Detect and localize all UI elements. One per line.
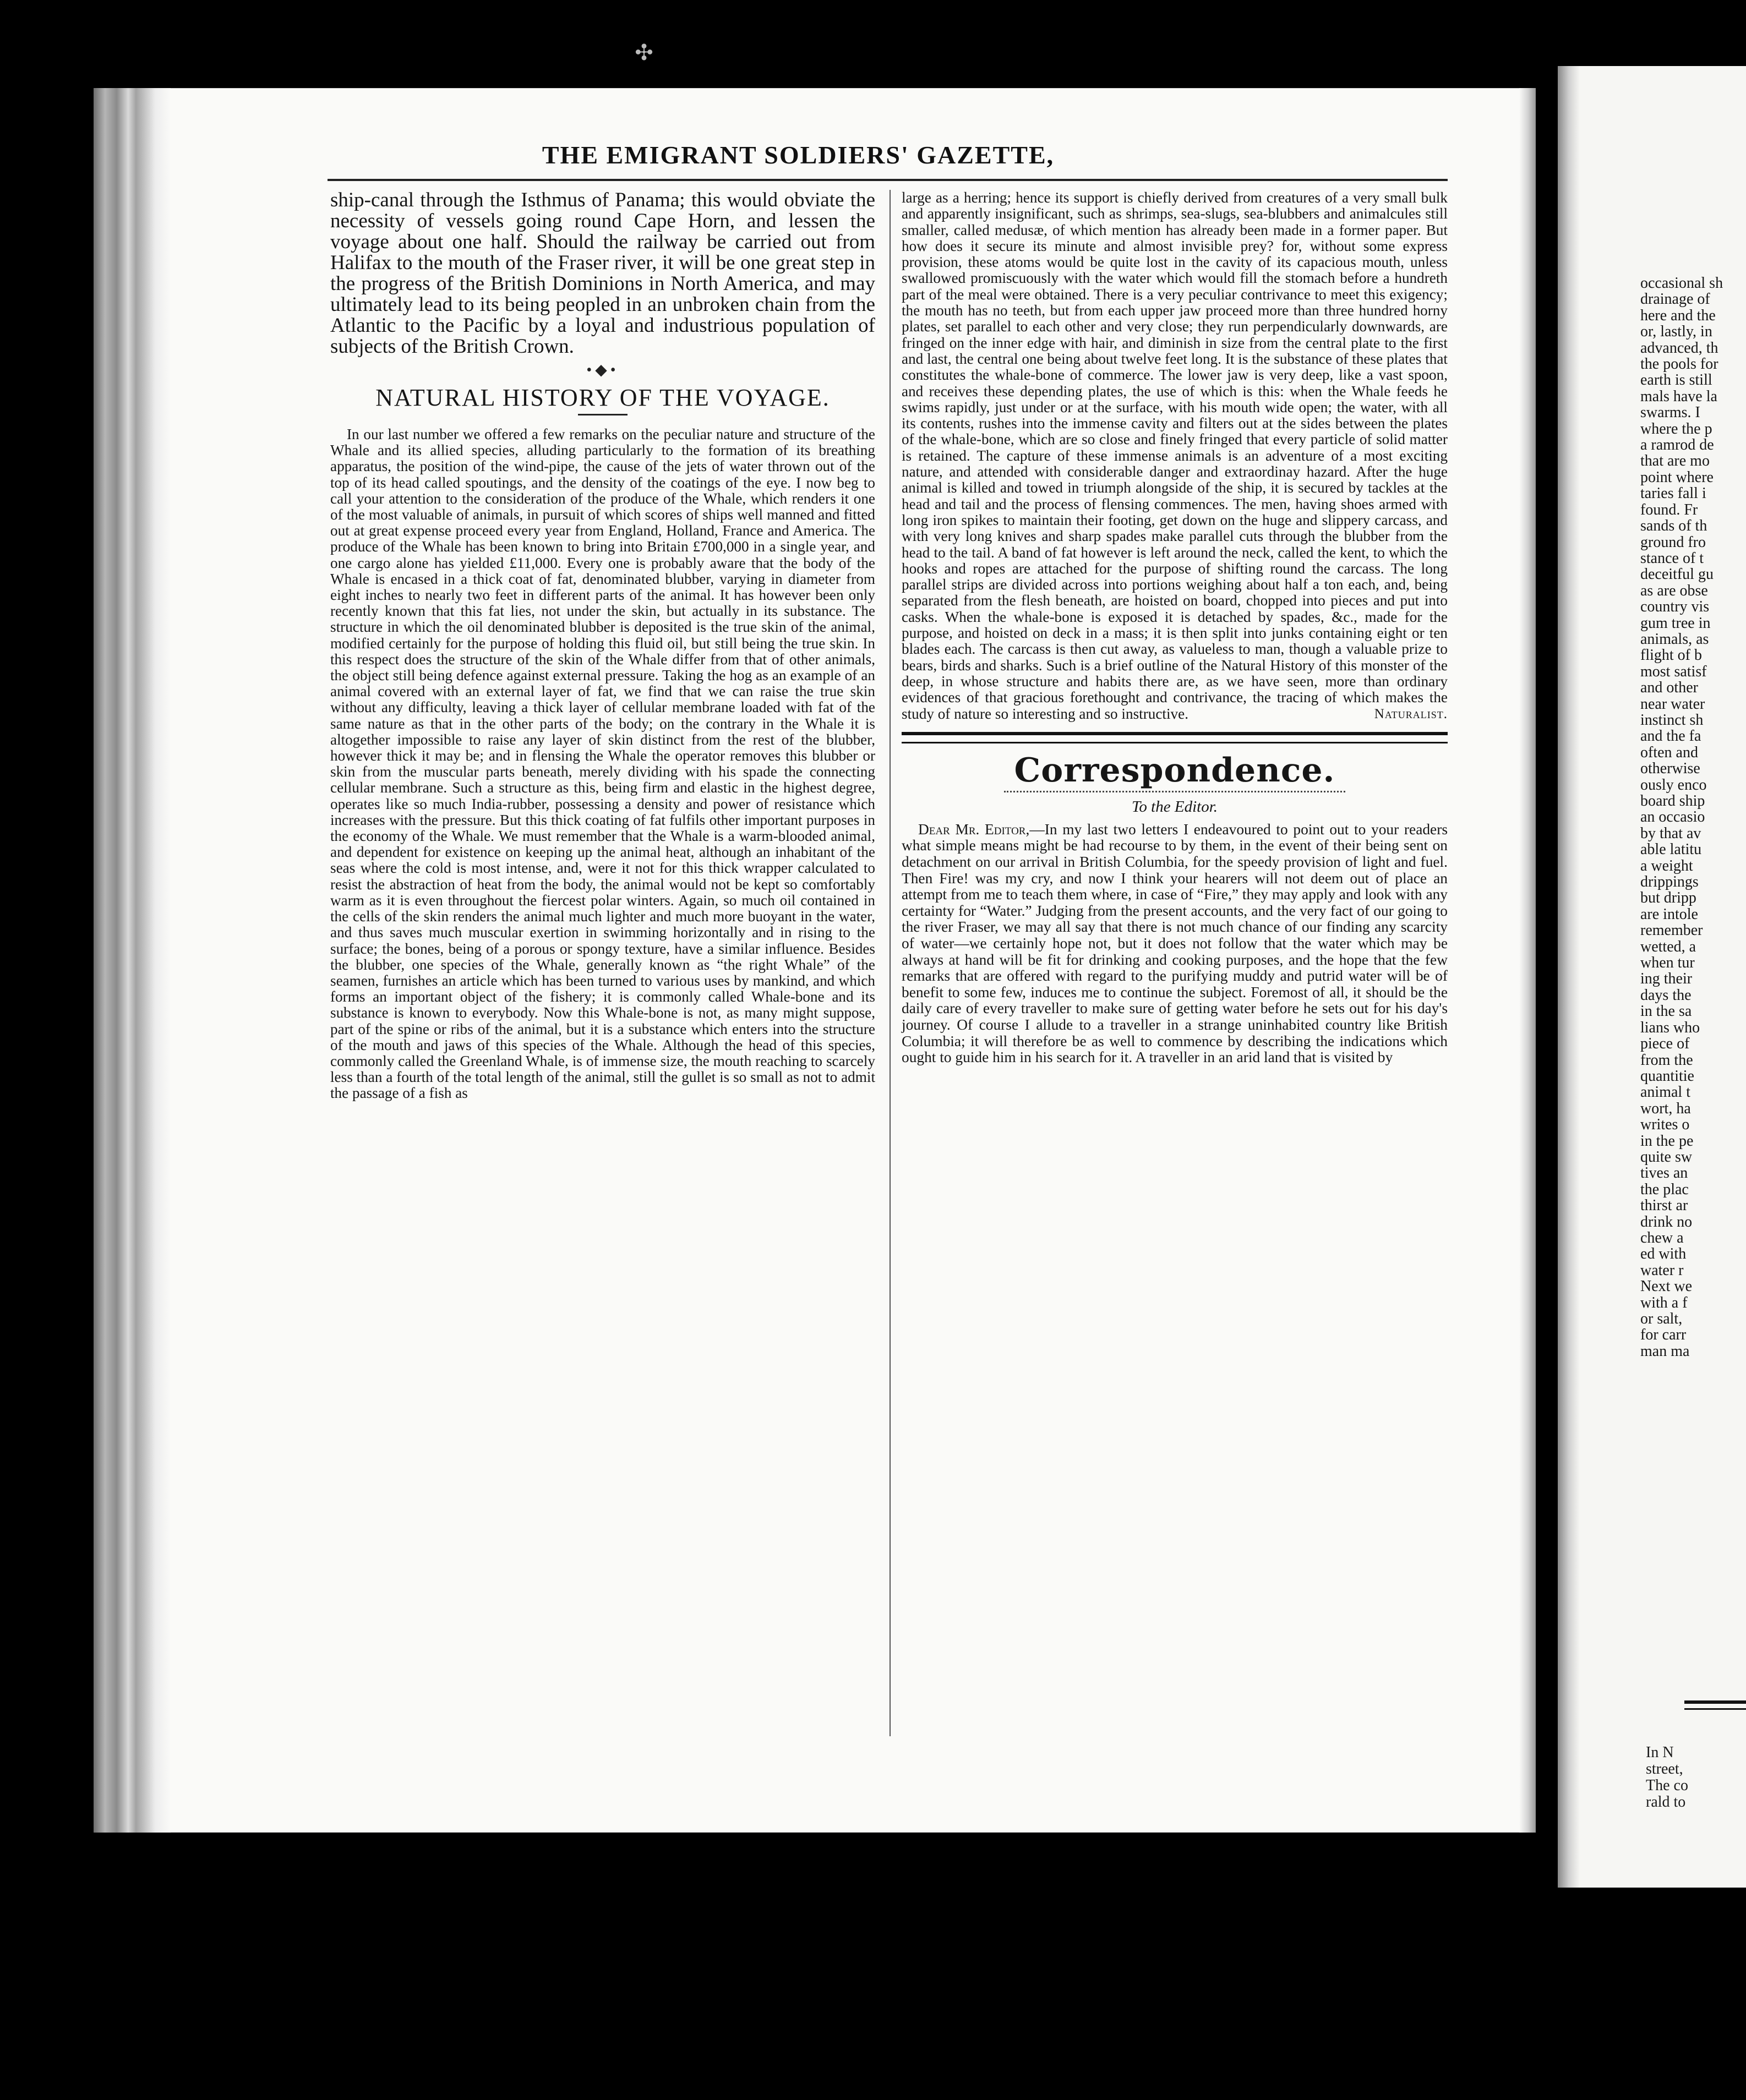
adjacent-line: remember (1640, 922, 1703, 939)
adjacent-line: piece of (1640, 1035, 1690, 1053)
adjacent-line: an occasio (1640, 808, 1705, 826)
adjacent-line: often and (1640, 743, 1698, 761)
adjacent-line: that are mo (1640, 452, 1710, 470)
adjacent-line: in the pe (1640, 1132, 1694, 1150)
margin-mark: ✣ (635, 40, 653, 65)
adjacent-line: street, (1646, 1760, 1683, 1778)
adjacent-line: quite sw (1640, 1148, 1693, 1166)
adjacent-line: wort, ha (1640, 1100, 1691, 1117)
adjacent-line: and other (1640, 679, 1698, 697)
adjacent-line: and the fa (1640, 728, 1701, 745)
adjacent-line: mals have la (1640, 387, 1717, 405)
letter-salutation: Dear Mr. Editor, (918, 821, 1030, 838)
adjacent-line: from the (1640, 1051, 1693, 1069)
adjacent-line: quantitie (1640, 1067, 1694, 1085)
adjacent-page-rule (1684, 1700, 1746, 1710)
adjacent-line: are intole (1640, 905, 1698, 923)
adjacent-line: swarms. I (1640, 404, 1700, 422)
natural-history-continued: large as a herring; hence its support is chiefly derived from creatures of a very small bulk and apparently insignificant, such as shrimps, sea-slugs, sea-blubbers and animalcules still smaller, called medusæ, of which mention has already been made in a former paper. But how does it secure its minute and almost invisible prey? for, without some express provision, these atoms would be quite lost in the cavity of its capacious mouth, unless swallowed promiscuously with the water which would fill the stomach before a hundreth part of the meal were obtained. There is a very peculiar contrivance to meet this exigency; the mouth has no teeth, but from each upper jaw proceed more than three hundred horny plates, set parallel to each other and very close; they run perpendicularly downwards, are fringed on the inner edge with hair, and diminish in size from the central plate to the first and last, the central one being about twelve feet long. It is the substance of these plates that constitutes the whale-bone of commerce. The lower jaw is very deep, like a vast spoon, and receives these depending plates, the use of which is this: when the Whale feeds he swims rapidly, just under or at the surface, with his mouth wide open; the water, with all its contents, rushes into the immense cavity and filters out at the sides between the plates of the whale-bone, which are so close and finely fringed that every particle of solid matter is retained. The capture of these immense animals is an adventure of a most exciting nature, and attended with considerable danger and extraordinay hazard. After the huge animal is killed and towed in triumph alongside of the ship, it is secured by tackles at the head and tail and the process of flensing commences. The men, having shoes armed with long iron spikes to maintain their footing, get down on the huge and slippery carcass, and with very long knives and sharp spades make parallel cuts through the blubber from the head to the tail. A band of fat however is left around the neck, called the kent, to which the hooks and ropes are attached for the purpose of shifting round the carcass. The long parallel strips are divided across into portions weighing about half a ton each, and, being separated from the flesh beneath, are hoisted on board, chopped into pieces and put into casks. When the whale-bone is exposed it is detached by spades, &c., made for the purpose, and hoisted on deck in a mass; it is then split into junks containing eight or ten blades each. The carcass is then cut away, as valueless to man, though a valuable prize to bears, birds and sharks. Such is a brief outline of the Natural History of this monster of the deep, in whose structure and habits there are, as we have seen, more than ordinary evidences of that gracious forethought and contrivance, the tracing of which makes the study of nature so interesting and so instructive. (902, 189, 1448, 722)
correspondence-title: Correspondence. (1014, 751, 1335, 790)
section-ornament: •◆• (586, 362, 619, 379)
adjacent-line: board ship (1640, 792, 1705, 810)
adjacent-line: when tur (1640, 954, 1695, 972)
article-signature: Naturalist. (1374, 706, 1448, 721)
adjacent-line: the pools for (1640, 356, 1718, 373)
adjacent-line: flight of b (1640, 647, 1702, 664)
adjacent-line: by that av (1640, 824, 1701, 842)
adjacent-line: or, lastly, in (1640, 323, 1712, 341)
page-binding-edge (94, 88, 171, 1833)
letter-body (902, 822, 1448, 1066)
section-title: NATURAL HISTORY OF THE VOYAGE. (375, 384, 830, 411)
adjacent-line: point where (1640, 468, 1714, 486)
adjacent-line: drippings (1640, 873, 1699, 891)
adjacent-line: rald to (1646, 1793, 1686, 1811)
masthead: THE EMIGRANT SOLDIERS' GAZETTE, (542, 141, 1055, 169)
adjacent-line: where the p (1640, 420, 1712, 438)
masthead-rule (328, 179, 1448, 181)
adjacent-line: ed with (1640, 1245, 1687, 1263)
adjacent-line: gum tree in (1640, 614, 1711, 632)
adjacent-line: deceitful gu (1640, 566, 1714, 583)
adjacent-line: advanced, th (1640, 339, 1718, 357)
adjacent-line: water r (1640, 1261, 1684, 1279)
column-divider (890, 190, 891, 1736)
adjacent-line: as are obse (1640, 582, 1708, 599)
adjacent-line: otherwise (1640, 760, 1700, 778)
adjacent-line: tives an (1640, 1164, 1688, 1182)
adjacent-line: for carr (1640, 1326, 1687, 1344)
adjacent-line: days the (1640, 986, 1692, 1004)
canal-article-ending: ship-canal through the Isthmus of Panama; this would obviate the necessity of vessels going round Cape Horn, and lessen the voyage about one half. Should the railway be carried out from Halifax to the mouth of the Fraser river, it will be one great step in the progress of the British Dominions in North America, and may ultimately lead to its being peopled in an unbroken chain from the Atlantic to the Pacific by a loyal and industrious population of subjects of the British Crown. (330, 189, 875, 358)
adjacent-line: Next we (1640, 1278, 1693, 1295)
adjacent-line: ously enco (1640, 776, 1707, 794)
adjacent-line: stance of t (1640, 549, 1704, 567)
adjacent-line: In N (1646, 1744, 1674, 1761)
adjacent-line: a weight (1640, 857, 1693, 874)
adjacent-line: instinct sh (1640, 711, 1704, 729)
letter-text: —In my last two letters I endeavoured to point out to your readers what simple means might be had recourse to by them, in the event of their being sent on detachment on our arrival in British Columbia, for the speedy provision of light and fuel. Then Fire! was my cry, and now I think your hearers will not deem out of place an attempt from me to teach them where, in case of “Fire,” they may apply and look with any certainty for “Water.” Judging from the present accounts, and the very fact of our going to the river Fraser, we may all say that there is not much chance of our finding any scarcity of water—we certainly hope not, but it does not follow that the water which may be always at hand will be fit for drinking and cooking purposes, and the hope that the few remarks that are offered with regard to the purifying muddy and putrid water will be of benefit to some few, induces me to continue the subject. Foremost of all, it should be the daily care of every traveller to make sure of getting water before he sets out for his day's journey. Of course I allude to a traveller in a strange uninhabited country like British Columbia; it will therefore be as well to commence by describing the indications which ought to guide him in his search for it. A traveller in an arid land that is visited by (902, 821, 1448, 1066)
adjacent-line: animals, as (1640, 630, 1709, 648)
column-left (330, 190, 875, 1102)
adjacent-line: ground fro (1640, 533, 1706, 551)
adjacent-line: thirst ar (1640, 1197, 1688, 1215)
adjacent-line: sands of th (1640, 517, 1707, 535)
adjacent-line: with a f (1640, 1294, 1688, 1311)
adjacent-line: earth is still (1640, 371, 1712, 389)
adjacent-line: drink no (1640, 1213, 1693, 1231)
adjacent-line: man ma (1640, 1342, 1690, 1360)
adjacent-line: wetted, a (1640, 938, 1696, 955)
adjacent-line: drainage of (1640, 291, 1710, 308)
adjacent-line: near water (1640, 695, 1705, 713)
adjacent-line: country vis (1640, 598, 1710, 616)
adjacent-line: in the sa (1640, 1003, 1692, 1020)
adjacent-line: The co (1646, 1777, 1688, 1794)
adjacent-line: the plac (1640, 1180, 1689, 1198)
adjacent-line: ing their (1640, 970, 1693, 988)
dotted-rule (1004, 791, 1345, 792)
title-rule (578, 414, 628, 415)
page-right-edge (1519, 88, 1536, 1833)
column-right (902, 190, 1448, 1066)
adjacent-page-column (1640, 275, 1746, 1359)
adjacent-line: chew a (1640, 1229, 1684, 1246)
adjacent-line: taries fall i (1640, 485, 1706, 502)
section-double-rule (902, 732, 1448, 743)
adjacent-line: lians who (1640, 1019, 1700, 1036)
adjacent-line: writes o (1640, 1116, 1690, 1134)
adjacent-line: or salt, (1640, 1310, 1683, 1327)
adjacent-line: occasional sh (1640, 275, 1723, 292)
adjacent-page-edge (1558, 66, 1580, 1888)
adjacent-line: able latitu (1640, 841, 1702, 858)
to-editor-heading: To the Editor. (1131, 797, 1218, 816)
adjacent-line: here and the (1640, 307, 1716, 324)
adjacent-line: a ramrod de (1640, 436, 1714, 454)
adjacent-line: found. Fr (1640, 501, 1698, 518)
adjacent-line: but dripp (1640, 889, 1696, 907)
adjacent-page-notice (1646, 1744, 1746, 1811)
natural-history-article: In our last number we offered a few remarks on the peculiar nature and structure of the Whale and its allied species, alluding particularly to the formation of its breathing apparatus, the position of the wind-pipe, the cause of the jets of water thrown out of the top of its head called spoutings, and the density of the coatings of the eye. I now beg to call your attention to the consideration of the produce of the Whale, which renders it one of the most valuable of animals, in pursuit of which scores of ships well manned and fitted out at great expense proceed every year from England, Holland, France and America. The produce of the Whale has been known to bring into Britain £700,000 in a single year, and one cargo alone has yielded £11,000. Every one is probably aware that the body of the Whale is encased in a thick coat of fat, denominated blubber, varying in diameter from eight inches to nearly two feet in different parts of the animal. It has however been only recently known that this fat lies, not under the skin, but actually in its substance. The structure in which the oil denominated blubber is deposited is the true skin of the animal, modified certainly for the purpose of holding this fluid oil, but still being the true skin. In this respect does the structure of the skin of the Whale differ from that of other animals, the object still being defence against external pressure. Taking the hog as an example of an animal covered with an external layer of fat, we find that we can raise the true skin without any difficulty, leaving a thick layer of cellular membrane loaded with fat of the same nature as that in the other parts of the body; on the contrary in the Whale it is altogether impossible to raise any layer of skin distinct from the rest of the blubber, however thick it may be; and in flensing the Whale the operator removes this blubber or skin from the muscular parts beneath, merely dividing with his spade the connecting cellular membrane. Such a structure as this, being firm and elastic in the highest degree, operates like so much India-rubber, possessing a density and power of resistance which increases with the pressure. But this thick coating of fat fulfils other important purposes in the economy of the Whale. We must remember that the Whale is a warm-blooded animal, and dependent for existence on keeping up the animal heat, although an inhabitant of the seas where the cold is most intense, and, were it not for this thick wrapper calculated to resist the abstraction of heat from the body, the animal would not be kept so comfortably warm as it is even throughout the fiercest polar winters. Again, so much oil contained in the cells of the skin renders the animal much lighter and much more buoyant in the water, and thus saves much muscular exertion in swimming horizontally and in rising to the surface; the bones, being of a porous or spongy texture, have a similar influence. Besides the blubber, one species of the Whale, generally known as “the right Whale” of the seamen, furnishes an article which has been turned to various uses by mankind, and which forms an important object of the fishery; it is commonly called Whale-bone and its substance is known to everybody. Now this Whale-bone is not, as many might suppose, part of the spine or ribs of the animal, but it is a substance which enters into the structure of the mouth and jaws of this species of the Whale. Although the head of this species, commonly called the Greenland Whale, is of immense size, the mouth reaching to scarcely less than a fourth of the total length of the animal, still the gullet is so small as not to admit the passage of a fish as (330, 426, 875, 1102)
adjacent-line: animal t (1640, 1084, 1690, 1101)
adjacent-line: most satisf (1640, 663, 1707, 680)
